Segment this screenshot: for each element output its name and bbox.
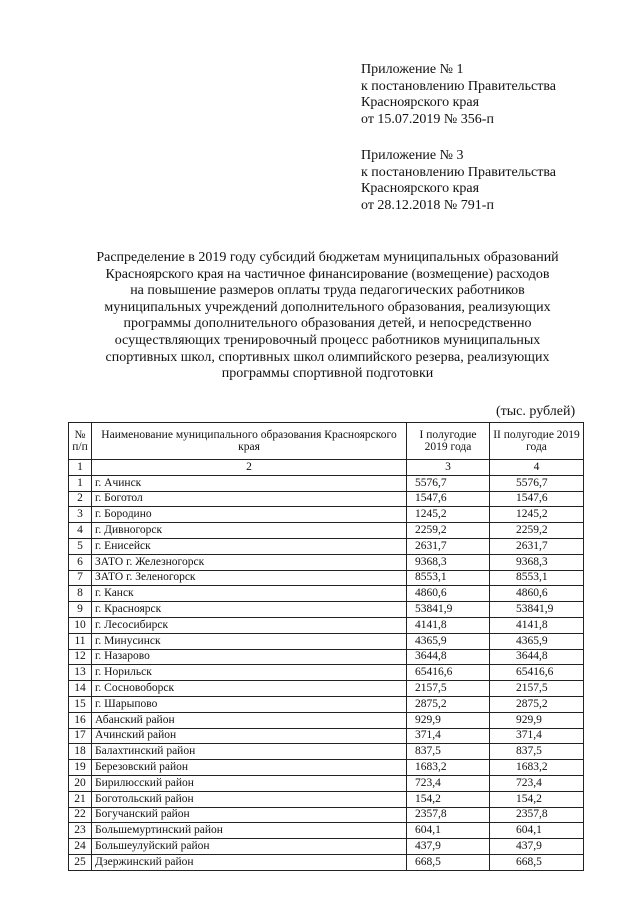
row-number: 2 (69, 491, 92, 507)
units-label: (тыс. рублей) (496, 404, 576, 419)
municipality-name: Абанский район (92, 712, 407, 728)
table-body (69, 460, 584, 871)
second-half-value: 2875,2 (490, 696, 584, 712)
municipality-name: Большемуртинский район (92, 823, 407, 839)
appendix-3-region: Красноярского края (361, 181, 480, 196)
header-name: Наименование муниципального образования Красноярского края (92, 423, 407, 460)
row-number: 1 (69, 475, 92, 491)
first-half-value: 53841,9 (407, 602, 490, 618)
table-row (69, 696, 584, 712)
second-half-value: 1683,2 (490, 760, 584, 776)
second-half-value: 4365,9 (490, 633, 584, 649)
row-number: 23 (69, 823, 92, 839)
table-row (69, 744, 584, 760)
appendix-1-region: Красноярского края (361, 95, 480, 110)
table-row (69, 854, 584, 870)
second-half-value: 3644,8 (490, 649, 584, 665)
municipality-name: г. Лесосибирск (92, 617, 407, 633)
municipality-name: г. Красноярск (92, 602, 407, 618)
first-half-value: 2631,7 (407, 538, 490, 554)
table-row (69, 633, 584, 649)
table-row (69, 823, 584, 839)
table-row (69, 602, 584, 618)
municipality-name: Дзержинский район (92, 854, 407, 870)
municipality-name: г. Боготол (92, 491, 407, 507)
municipality-name: Большеулуйский район (92, 839, 407, 855)
row-number: 24 (69, 839, 92, 855)
title-line: осуществляющих тренировочный процесс работников муниципальных (114, 332, 541, 348)
table-row (69, 570, 584, 586)
first-half-value: 1683,2 (407, 760, 490, 776)
first-half-value: 2357,8 (407, 807, 490, 823)
appendix-3-date: от 28.12.2018 № 791-п (361, 197, 494, 213)
second-half-value: 65416,6 (490, 665, 584, 681)
table-row (69, 791, 584, 807)
appendix-1-resolution: к постановлению Правительства (361, 78, 557, 94)
municipality-name: г. Бородино (92, 507, 407, 523)
index-cell: 4 (490, 460, 584, 476)
row-number: 6 (69, 554, 92, 570)
first-half-value: 8553,1 (407, 570, 490, 586)
first-half-value: 65416,6 (407, 665, 490, 681)
second-half-value: 2259,2 (490, 523, 584, 539)
title-line: на повышение размеров оплаты труда педагогических работников (130, 283, 525, 299)
row-number: 15 (69, 696, 92, 712)
municipality-name: Богучанский район (92, 807, 407, 823)
municipality-name: Березовский район (92, 760, 407, 776)
row-number: 3 (69, 507, 92, 523)
row-number: 14 (69, 681, 92, 697)
municipality-name: г. Норильск (92, 665, 407, 681)
first-half-value: 9368,3 (407, 554, 490, 570)
row-number: 8 (69, 586, 92, 602)
table-row (69, 523, 584, 539)
appendix-1-number: Приложение № 1 (361, 62, 464, 77)
municipality-name: ЗАТО г. Зеленогорск (92, 570, 407, 586)
table-row (69, 538, 584, 554)
second-half-value: 723,4 (490, 775, 584, 791)
title-line: программы спортивной подготовки (221, 366, 434, 382)
second-half-value: 53841,9 (490, 602, 584, 618)
second-half-value: 837,5 (490, 744, 584, 760)
header-h2: II полугодие 2019 года (490, 423, 584, 460)
municipality-name: г. Ачинск (92, 475, 407, 491)
municipality-name: г. Назарово (92, 649, 407, 665)
municipality-name: ЗАТО г. Железногорск (92, 554, 407, 570)
first-half-value: 4860,6 (407, 586, 490, 602)
table-row (69, 839, 584, 855)
table-row (69, 491, 584, 507)
row-number: 22 (69, 807, 92, 823)
index-cell: 1 (69, 460, 92, 476)
document-title (60, 250, 595, 383)
table-row (69, 760, 584, 776)
row-number: 19 (69, 760, 92, 776)
title-line: Красноярского края на частичное финансирование (возмещение) расходов (105, 266, 550, 282)
appendix-3-resolution: к постановлению Правительства (361, 164, 557, 180)
first-half-value: 1547,6 (407, 491, 490, 507)
index-cell: 3 (407, 460, 490, 476)
first-half-value: 4141,8 (407, 617, 490, 633)
second-half-value: 2157,5 (490, 681, 584, 697)
row-number: 11 (69, 633, 92, 649)
municipality-name: г. Минусинск (92, 633, 407, 649)
table-row (69, 775, 584, 791)
title-line: программы дополнительного образования детей, и непосредственно (123, 316, 532, 332)
first-half-value: 837,5 (407, 744, 490, 760)
second-half-value: 2631,7 (490, 538, 584, 554)
title-line: муниципальных учреждений дополнительного образования, реализующих (104, 299, 551, 315)
second-half-value: 437,9 (490, 839, 584, 855)
appendix-3-header (361, 148, 556, 214)
second-half-value: 8553,1 (490, 570, 584, 586)
table-row (69, 507, 584, 523)
first-half-value: 2875,2 (407, 696, 490, 712)
subsidy-table (68, 422, 584, 871)
municipality-name: г. Канск (92, 586, 407, 602)
second-half-value: 9368,3 (490, 554, 584, 570)
appendix-3-number: Приложение № 3 (361, 148, 464, 163)
municipality-name: г. Дивногорск (92, 523, 407, 539)
table-row (69, 617, 584, 633)
table-row (69, 475, 584, 491)
second-half-value: 2357,8 (490, 807, 584, 823)
table-row (69, 554, 584, 570)
second-half-value: 668,5 (490, 854, 584, 870)
first-half-value: 371,4 (407, 728, 490, 744)
column-index-row (69, 460, 584, 476)
first-half-value: 5576,7 (407, 475, 490, 491)
row-number: 16 (69, 712, 92, 728)
row-number: 20 (69, 775, 92, 791)
table-row (69, 728, 584, 744)
municipality-name: Боготольский район (92, 791, 407, 807)
municipality-name: г. Сосновоборск (92, 681, 407, 697)
table-row (69, 665, 584, 681)
table-row (69, 649, 584, 665)
municipality-name: г. Енисейск (92, 538, 407, 554)
second-half-value: 371,4 (490, 728, 584, 744)
title-line: спортивных школ, спортивных школ олимпийского резерва, реализующих (105, 349, 550, 365)
row-number: 25 (69, 854, 92, 870)
first-half-value: 2259,2 (407, 523, 490, 539)
row-number: 9 (69, 602, 92, 618)
appendix-1-header (361, 62, 556, 128)
index-cell: 2 (92, 460, 407, 476)
municipality-name: Бирилюсский район (92, 775, 407, 791)
row-number: 18 (69, 744, 92, 760)
row-number: 17 (69, 728, 92, 744)
first-half-value: 4365,9 (407, 633, 490, 649)
second-half-value: 5576,7 (490, 475, 584, 491)
second-half-value: 4141,8 (490, 617, 584, 633)
first-half-value: 3644,8 (407, 649, 490, 665)
row-number: 21 (69, 791, 92, 807)
table-row (69, 586, 584, 602)
first-half-value: 668,5 (407, 854, 490, 870)
first-half-value: 723,4 (407, 775, 490, 791)
first-half-value: 929,9 (407, 712, 490, 728)
second-half-value: 929,9 (490, 712, 584, 728)
municipality-name: Балахтинский район (92, 744, 407, 760)
row-number: 10 (69, 617, 92, 633)
row-number: 13 (69, 665, 92, 681)
appendix-1-date: от 15.07.2019 № 356-п (361, 111, 494, 127)
title-line: Распределение в 2019 году субсидий бюджетам муниципальных образований (96, 250, 559, 265)
second-half-value: 4860,6 (490, 586, 584, 602)
header-num: № п/п (69, 423, 92, 460)
row-number: 4 (69, 523, 92, 539)
second-half-value: 154,2 (490, 791, 584, 807)
second-half-value: 1245,2 (490, 507, 584, 523)
first-half-value: 604,1 (407, 823, 490, 839)
table-row (69, 681, 584, 697)
header-h1: I полугодие 2019 года (407, 423, 490, 460)
row-number: 12 (69, 649, 92, 665)
first-half-value: 154,2 (407, 791, 490, 807)
second-half-value: 1547,6 (490, 491, 584, 507)
row-number: 5 (69, 538, 92, 554)
table-row (69, 712, 584, 728)
second-half-value: 604,1 (490, 823, 584, 839)
table-header-row (69, 423, 584, 460)
table-row (69, 807, 584, 823)
first-half-value: 437,9 (407, 839, 490, 855)
first-half-value: 1245,2 (407, 507, 490, 523)
row-number: 7 (69, 570, 92, 586)
municipality-name: Ачинский район (92, 728, 407, 744)
first-half-value: 2157,5 (407, 681, 490, 697)
municipality-name: г. Шарыпово (92, 696, 407, 712)
